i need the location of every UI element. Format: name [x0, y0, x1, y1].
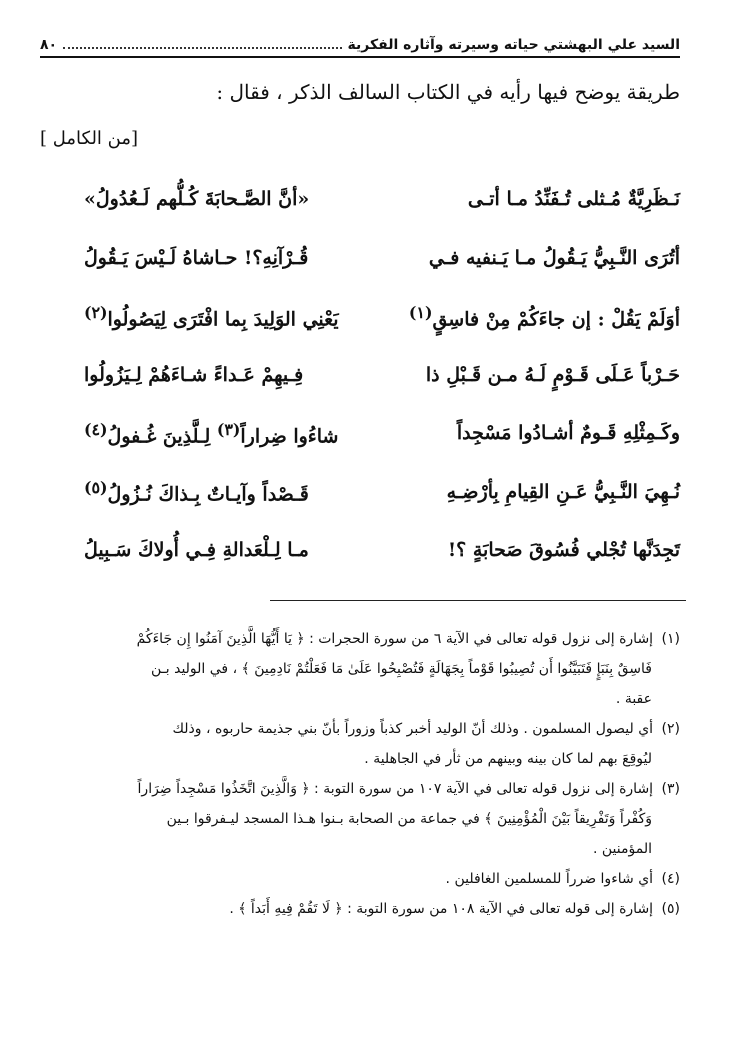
hemistich-text: شاءُوا ضِراراً	[240, 424, 339, 447]
footnote	[40, 864, 680, 894]
footnote-text: إشارة إلى قوله تعالى في الآية ١٠٨ من سورة التوبة : ﴿ لَا تَقُمْ فِيهِ أَبَداً ﴾ .	[229, 901, 654, 917]
hemistich-text: قُـرْآنِهِ؟! حـاشاهُ لَـيْسَ يَـقُولُ	[84, 246, 309, 269]
footnotes	[40, 624, 680, 924]
hemistich-second	[84, 303, 382, 330]
hemistich-text: قَـصْداً وآيـاتٌ بِـذاكَ نُـزُولُ	[107, 483, 309, 506]
footnote-text: أي شاءوا ضرراً للمسلمين الغافلين .	[445, 871, 654, 887]
hemistich-second	[84, 247, 382, 269]
hemistich-first	[382, 303, 680, 330]
meter-label: [من الكامل ]	[40, 128, 139, 149]
running-header	[40, 30, 680, 58]
hemistich-first	[382, 247, 680, 269]
hemistich-text: نَـظَرِيَّةٌ مُـثلى تُـفَنِّدُ مـا أتـى	[467, 188, 680, 211]
hemistich-text: تَجِدَنَّها تُجْلي فُسُوقَ صَحابَةٍ ؟!	[447, 539, 680, 562]
poem-line	[84, 170, 680, 229]
footnote-line	[40, 894, 680, 924]
header-title: السيد علي البهشتي حياته وسيرته وآثاره الفكرية	[347, 37, 680, 53]
footnote-text: إشارة إلى نزول قوله تعالى في الآية ٦ من سورة الحجرات : ﴿ يَا أَيُّهَا الَّذِينَ آمَنُوا إِن جَاءَكُمْ	[136, 631, 654, 647]
hemistich-second	[84, 188, 382, 210]
footnote-line: ليُوقِعَ بهم لما كان بينه وبينهم من ثأر في الجاهلية .	[364, 751, 652, 767]
hemistich-second	[84, 420, 382, 447]
poem-line	[84, 463, 680, 522]
footnote-number: (٣)	[661, 781, 680, 797]
poem-line	[84, 229, 680, 288]
hemistich-text: مـا لِـلْعَدالةِ فِـي أُولاكَ سَـبِيلُ	[84, 539, 309, 562]
footnote-line	[40, 774, 680, 804]
hemistich-text: يَعْنِي الوَلِيدَ بِما افْتَرَى لِيَصُولُوا	[107, 307, 339, 330]
hemistich-text: نُـهِيَ النَّـبِيُّ عَـنِ القِيامِ بِأرْضِـهِ	[446, 480, 680, 503]
footnote-separator	[270, 600, 686, 601]
hemistich-text: أوَلَمْ يَقُلْ : إن جاءَكُمْ مِنْ فاسِقٍ	[432, 307, 680, 330]
hemistich-first	[382, 188, 680, 210]
hemistich-second	[84, 478, 382, 505]
hemistich-text: وكَـمِثْلِهِ قَـومٌ أشـادُوا مَسْجِداً	[456, 422, 680, 445]
intro-paragraph: طريقة يوضح فيها رأيه في الكتاب السالف الذكر ، فقال :	[216, 80, 680, 104]
hemistich-text: فِـيهِمْ عَـداءً شـاءَهُمْ لِـيَزُولُوا	[84, 363, 304, 386]
hemistich-first	[382, 364, 680, 386]
footnote-ref: (٥)	[84, 478, 108, 498]
footnote	[40, 894, 680, 924]
hemistich-text: «أنَّ الصَّـحابَةَ كُـلُّهم لَـعُدُولُ»	[84, 188, 310, 211]
hemistich-second	[84, 539, 382, 561]
footnote-ref: (٢)	[84, 302, 108, 322]
poem	[84, 170, 680, 580]
footnote-number: (١)	[661, 631, 680, 647]
poem-line	[84, 404, 680, 463]
footnote-text: أي ليصول المسلمون . وذلك أنّ الوليد أخبر كذباً وزوراً بأنّ بني جذيمة حاربوه ، وذلك	[172, 721, 654, 737]
page-number: ٨٠	[40, 37, 58, 53]
footnote	[40, 624, 680, 714]
footnote	[40, 774, 680, 864]
hemistich-second	[84, 364, 382, 386]
footnote-line	[40, 624, 680, 654]
footnote-line	[40, 714, 680, 744]
footnote-ref: (٣)	[216, 419, 241, 439]
footnote-ref: (٤)	[84, 419, 108, 439]
poem-line	[84, 346, 680, 405]
hemistich-text: أتُرَى النَّـبِيُّ يَـقُولُ مـا يَـنفيه فـي	[428, 246, 680, 269]
footnote-line	[40, 864, 680, 894]
footnote-text: إشارة إلى نزول قوله تعالى في الآية ١٠٧ من سورة التوبة : ﴿ وَالَّذِينَ اتَّخَذُوا مَسْجِداً ضِرَاراً	[137, 781, 654, 797]
footnote-line: وَكُفْراً وَتَفْرِيقاً بَيْنَ الْمُؤْمِنِينَ ﴾ في جماعة من الصحابة بـنوا هـذا المسجد ليـفرقوا بـين	[166, 811, 652, 827]
hemistich-text: لِـلَّذِينَ غُـفولُ	[107, 424, 211, 447]
hemistich-first	[382, 422, 680, 444]
footnote-line: عقبة .	[615, 691, 652, 707]
footnote-number: (٤)	[661, 871, 680, 887]
footnote-number: (٥)	[661, 901, 680, 917]
poem-line	[84, 287, 680, 346]
footnote-number: (٢)	[661, 721, 680, 737]
hemistich-first	[382, 539, 680, 561]
poem-line	[84, 521, 680, 580]
footnote-line: المؤمنين .	[593, 841, 652, 857]
hemistich-text: حَـرْباً عَـلَى قَـوْمٍ لَـهُ مـن قَـبْلِ ذا	[425, 363, 680, 386]
footnote-line: فَاسِقٌ بِنَبَإٍ فَتَبَيَّنُوا أَن تُصِيبُوا قَوْماً بِجَهَالَةٍ فَتُصْبِحُوا عَلَىٰ مَا فَعَلْتُمْ نَادِمِينَ ﴾ ، في الوليد بـن	[150, 661, 652, 677]
hemistich-first	[382, 481, 680, 503]
footnote-ref: (١)	[408, 302, 433, 322]
footnote	[40, 714, 680, 774]
header-leader-dots	[63, 47, 341, 49]
